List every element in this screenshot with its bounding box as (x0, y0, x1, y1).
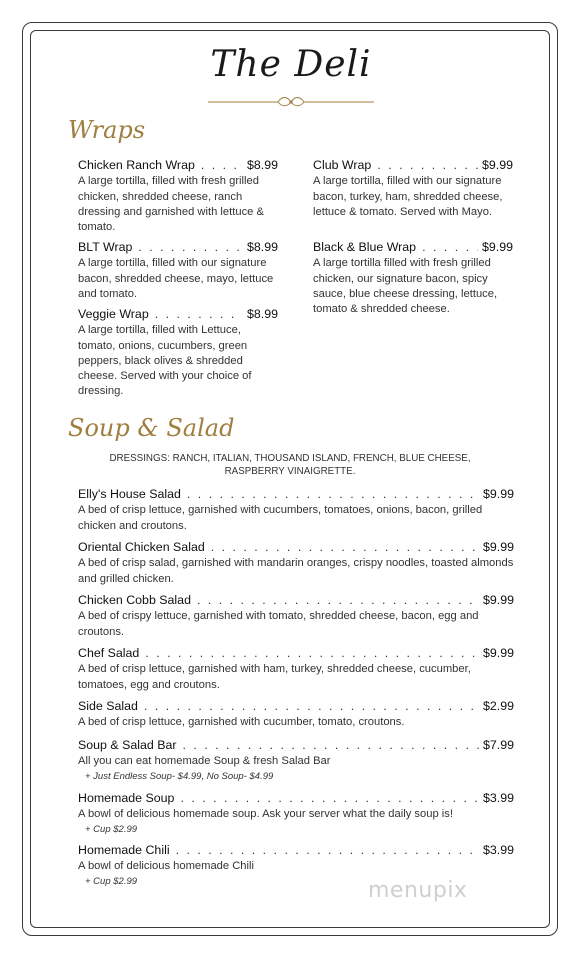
menu-item (78, 158, 278, 235)
menu-title: The Deli (210, 44, 372, 85)
item-name: Chicken Ranch Wrap (78, 158, 195, 172)
menu-item (78, 540, 514, 587)
item-description: A bowl of delicious homemade Chili (78, 860, 254, 873)
item-price: $8.99 (246, 158, 278, 172)
item-price: $9.99 (482, 540, 514, 554)
item-name: Elly's House Salad (78, 487, 181, 501)
section-title-wraps: Wraps (68, 116, 146, 144)
item-price: $9.99 (482, 646, 514, 660)
item-description: A large tortilla, filled with Lettuce, tomato, onions, cucumbers, green peppers, black olives & shredded cheese. Served with your choice of dressing. (78, 324, 252, 398)
leader-dots (197, 593, 479, 608)
item-name: Black & Blue Wrap (313, 240, 417, 254)
item-name: BLT Wrap (78, 240, 133, 254)
menu-item (78, 791, 514, 836)
watermark-logo: menupix (368, 878, 468, 903)
item-price: $3.99 (482, 843, 514, 857)
section-title-soup-salad: Soup & Salad (68, 414, 235, 442)
item-price: $7.99 (482, 738, 514, 752)
item-description: A large tortilla, filled with our signature bacon, shredded cheese, mayo, lettuce and tomato. (78, 257, 274, 300)
leader-dots (180, 791, 479, 806)
item-price: $2.99 (482, 699, 514, 713)
dressings-note: DRESSINGS: RANCH, ITALIAN, THOUSAND ISLAND, FRENCH, BLUE CHEESE, RASPBERRY VINAIGRETTE. (109, 453, 471, 477)
item-price: $9.99 (482, 487, 514, 501)
menu-item (78, 646, 514, 693)
item-price: $9.99 (481, 158, 513, 172)
item-description: A large tortilla, filled with fresh grilled chicken, shredded cheese, ranch dressing and garnished with lettuce & tomato. (78, 175, 264, 234)
item-name: Chicken Cobb Salad (78, 593, 191, 607)
leader-dots (201, 158, 243, 173)
leader-dots (187, 487, 479, 502)
item-description: A bed of crisp lettuce, garnished with cucumber, tomato, croutons. (78, 716, 405, 729)
leader-dots (144, 699, 479, 714)
item-price: $9.99 (481, 240, 513, 254)
item-name: Soup & Salad Bar (78, 738, 177, 752)
item-note: + Cup $2.99 (85, 875, 138, 887)
item-name: Chef Salad (78, 646, 140, 660)
item-name: Club Wrap (313, 158, 372, 172)
divider-ornament-icon (208, 96, 374, 108)
leader-dots (422, 240, 478, 255)
item-price: $8.99 (246, 307, 278, 321)
item-note: + Just Endless Soup- $4.99, No Soup- $4.99 (85, 770, 274, 782)
menu-item (78, 738, 514, 783)
item-name: Homemade Soup (78, 791, 175, 805)
item-description: A bed of crisp lettuce, garnished with ham, turkey, shredded cheese, cucumber, tomatoes, egg and croutons. (78, 663, 471, 691)
menu-item (78, 307, 278, 400)
item-price: $9.99 (482, 593, 514, 607)
item-description: A large tortilla filled with fresh grilled chicken, our signature bacon, spicy sauce, blue cheese dressing, lettuce, tomato & shredded cheese. (313, 257, 498, 316)
item-name: Side Salad (78, 699, 138, 713)
item-description: All you can eat homemade Soup & fresh Salad Bar (78, 755, 331, 768)
item-name: Oriental Chicken Salad (78, 540, 205, 554)
leader-dots (138, 240, 243, 255)
leader-dots (183, 738, 479, 753)
leader-dots (211, 540, 479, 555)
item-description: A bowl of delicious homemade soup. Ask your server what the daily soup is! (78, 808, 453, 821)
item-description: A large tortilla, filled with our signature bacon, turkey, ham, shredded cheese, lettuce & tomato. Served with Mayo. (313, 175, 503, 218)
leader-dots (176, 843, 479, 858)
item-name: Homemade Chili (78, 843, 170, 857)
item-price: $8.99 (246, 240, 278, 254)
item-description: A bed of crisp salad, garnished with mandarin oranges, crispy noodles, toasted almonds and grilled chicken. (78, 557, 514, 585)
menu-item (78, 699, 514, 731)
item-price: $3.99 (482, 791, 514, 805)
menu-item (313, 240, 513, 317)
item-note: + Cup $2.99 (85, 823, 138, 835)
menu-item (78, 487, 514, 534)
menu-item (313, 158, 513, 220)
leader-dots (145, 646, 479, 661)
menu-item (78, 240, 278, 302)
leader-dots (155, 307, 243, 322)
item-description: A bed of crispy lettuce, garnished with tomato, shredded cheese, bacon, egg and croutons. (78, 610, 479, 638)
item-description: A bed of crisp lettuce, garnished with cucumbers, tomatoes, onions, bacon, grilled chicken and croutons. (78, 504, 483, 532)
menu-item (78, 593, 514, 640)
leader-dots (377, 158, 478, 173)
item-name: Veggie Wrap (78, 307, 149, 321)
